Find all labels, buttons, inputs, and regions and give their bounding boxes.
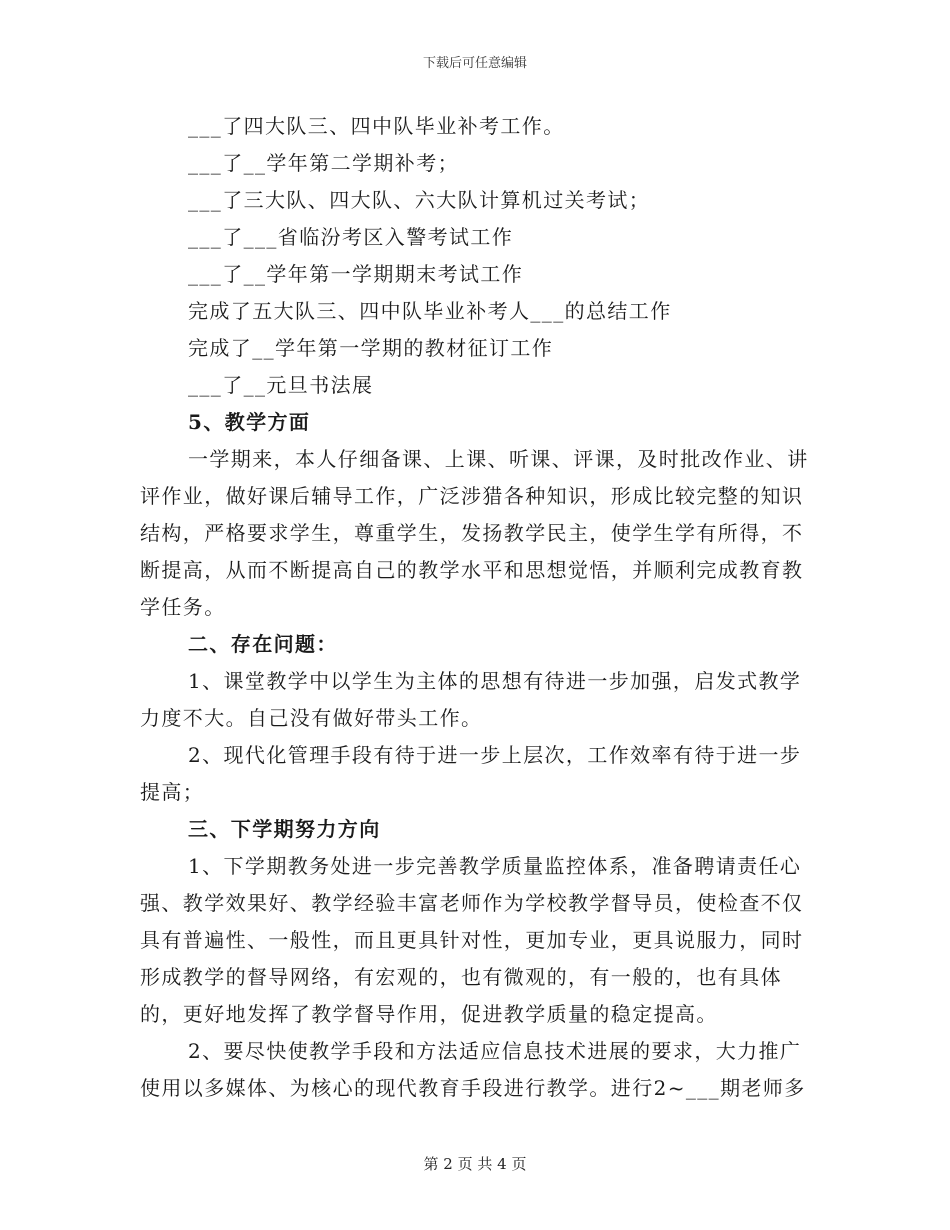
page-footer: 第 2 页 共 4 页 bbox=[423, 1155, 527, 1173]
problem-item: 2、现代化管理手段有待于进一步上层次，工作效率有待于进一步提高； bbox=[140, 743, 802, 804]
list-item: ___了__学年第二学期补考； bbox=[188, 151, 459, 175]
list-item: ___了__学年第一学期期末考试工作 bbox=[188, 262, 524, 286]
list-item: 完成了__学年第一学期的教材征订工作 bbox=[188, 336, 554, 360]
next-term-item: 1、下学期教务处进一步完善教学质量监控体系，准备聘请责任心强、教学效果好、教学经验丰富老师作为学校教学督导员，使检查不仅具有普遍性、一般性，而且更具针对性，更加专业，更具说服力，同时形成教学的督导网络，有宏观的，也有微观的，有一般的，也有具体的，更好地发挥了教学督导作用，促进教学质量的稳定提高。 bbox=[140, 854, 804, 1026]
next-term-item: 2、要尽快使教学手段和方法适应信息技术进展的要求，大力推广使用以多媒体、为核心的现代教育手段进行教学。进行2~___期老师多 bbox=[140, 1039, 806, 1100]
section-heading-next-term: 三、下学期努力方向 bbox=[188, 817, 381, 841]
list-item: ___了四大队三、四中队毕业补考工作。 bbox=[188, 114, 565, 138]
teaching-paragraph: 一学期来，本人仔细备课、上课、听课、评课，及时批改作业、讲评作业，做好课后辅导工作，广泛涉猎各种知识，形成比较完整的知识结构，严格要求学生，尊重学生，发扬教学民主，使学生学有所得，不断提高，从而不断提高自己的教学水平和思想觉悟，并顺利完成教育教学任务。 bbox=[140, 447, 809, 619]
section-heading-problems: 二、存在问题： bbox=[188, 632, 338, 656]
page-header: 下载后可任意编辑 bbox=[422, 56, 527, 71]
document-body bbox=[140, 108, 812, 1107]
problem-item: 1、课堂教学中以学生为主体的思想有待进一步加强，启发式教学力度不大。自己没有做好带头工作。 bbox=[140, 669, 802, 730]
list-item: ___了__元旦书法展 bbox=[188, 373, 374, 397]
section-heading-teaching: 5、教学方面 bbox=[188, 410, 311, 434]
list-item: ___了___省临汾考区入警考试工作 bbox=[188, 225, 514, 249]
list-item: 完成了五大队三、四中队毕业补考人___的总结工作 bbox=[188, 299, 672, 323]
list-item: ___了三大队、四大队、六大队计算机过关考试； bbox=[188, 188, 651, 212]
